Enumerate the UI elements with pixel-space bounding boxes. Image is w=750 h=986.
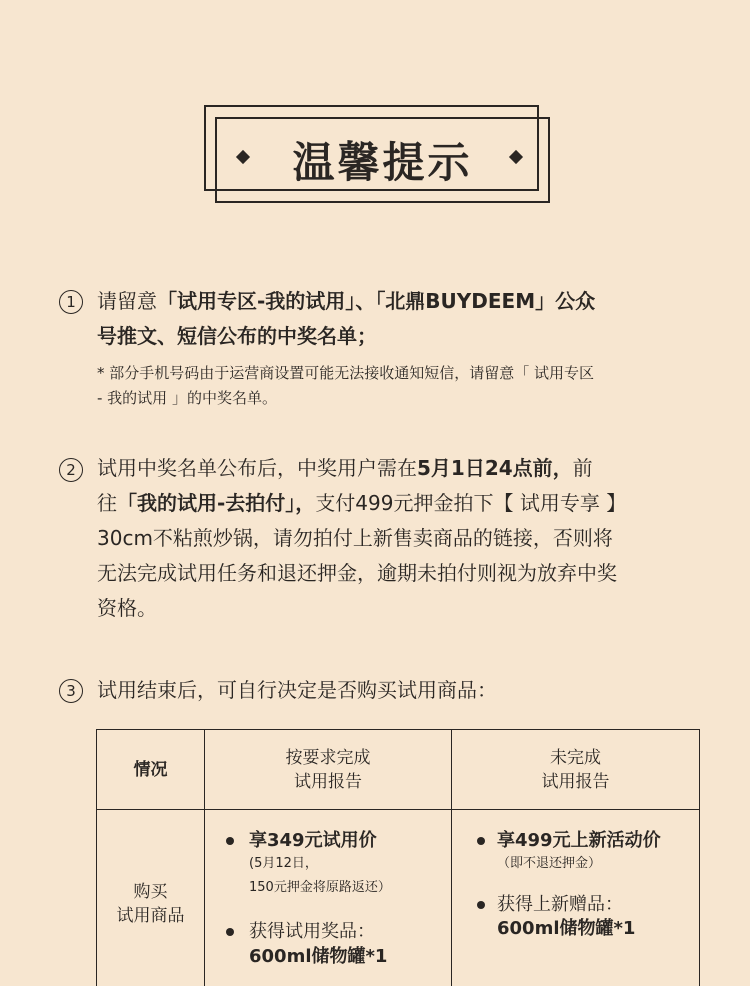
header-completed-line1: 按要求完成 [285,747,371,768]
table-hline [97,809,699,810]
completed-price-note2: 150元押金将原路返还） [249,880,391,895]
item1-text [97,284,707,354]
item1-line1-d: 「北鼎BUYDEEM」公众 [375,289,596,313]
item1-line1 [97,284,707,319]
item-number-2: 2 [59,458,83,482]
header-completed-line2: 试用报告 [294,771,362,792]
header-not-completed-line2: 试用报告 [541,771,610,792]
row-label-buy [97,874,204,934]
item2-line2-c: 支付499元押金拍下【 试用专享 】 [315,491,627,515]
item2-line1-b: 5月1日24点前， [417,456,573,480]
item1-note-line1: * 部分手机号码由于运营商设置可能无法接收通知短信，请留意「 试用专区 [97,364,595,382]
completed-gift-item: 600ml储物罐*1 [249,946,388,967]
item2-line3: 30cm不粘煎炒锅，请勿拍付上新售卖商品的链接，否则将 [97,526,613,550]
bullet-icon [477,837,485,845]
title-box [204,105,550,203]
not-completed-gift: 获得上新赠品： [497,894,623,915]
item2-line2-a: 往 [97,491,117,515]
item-number-1: 1 [59,290,83,314]
item-number-3: 3 [59,679,83,703]
item1-note-line2: - 我的试用 」的中奖名单。 [97,389,277,407]
item2-line2-b: 「我的试用-去拍付」， [117,491,316,515]
item2-line1-c: 前 [572,456,593,480]
not-completed-price-note: （即不退还押金） [497,856,602,871]
item2-line5: 资格。 [97,596,157,620]
bullet-icon [226,928,234,936]
item1-line2: 号推文、短信公布的中奖名单； [97,324,377,348]
item1-line1-c: 、 [355,289,376,313]
header-situation: 情况 [133,759,168,780]
row-label-line2: 试用商品 [116,906,185,926]
not-completed-gift-item: 600ml储物罐*1 [497,918,636,939]
item2-line1-a: 试用中奖名单公布后，中奖用户需在 [97,456,417,480]
header-completed [205,730,451,809]
completed-price-note1: (5月12日， [249,856,318,871]
completed-price: 享349元试用价 [249,830,377,851]
item2-line4: 无法完成试用任务和退还押金，逾期未拍付则视为放弃中奖 [97,561,617,585]
item2-text [97,451,707,626]
header-not-completed [452,730,699,809]
bullet-icon [226,837,234,845]
header-not-completed-line1: 未完成 [550,747,601,768]
item3-text: 试用结束后，可自行决定是否购买试用商品： [97,678,497,702]
row-label-line1: 购买 [133,882,168,902]
item2-line2 [97,486,707,521]
not-completed-price: 享499元上新活动价 [497,830,661,851]
item1-line1-a: 请留意 [97,289,157,313]
bullet-icon [477,901,485,909]
page-title: 温馨提示 [292,138,473,187]
item1-note [97,361,707,411]
item1-line1-b: 「试用专区-我的试用」 [157,289,356,313]
item2-line1 [97,451,707,486]
result-table [96,729,700,986]
completed-gift: 获得试用奖品： [249,921,375,942]
